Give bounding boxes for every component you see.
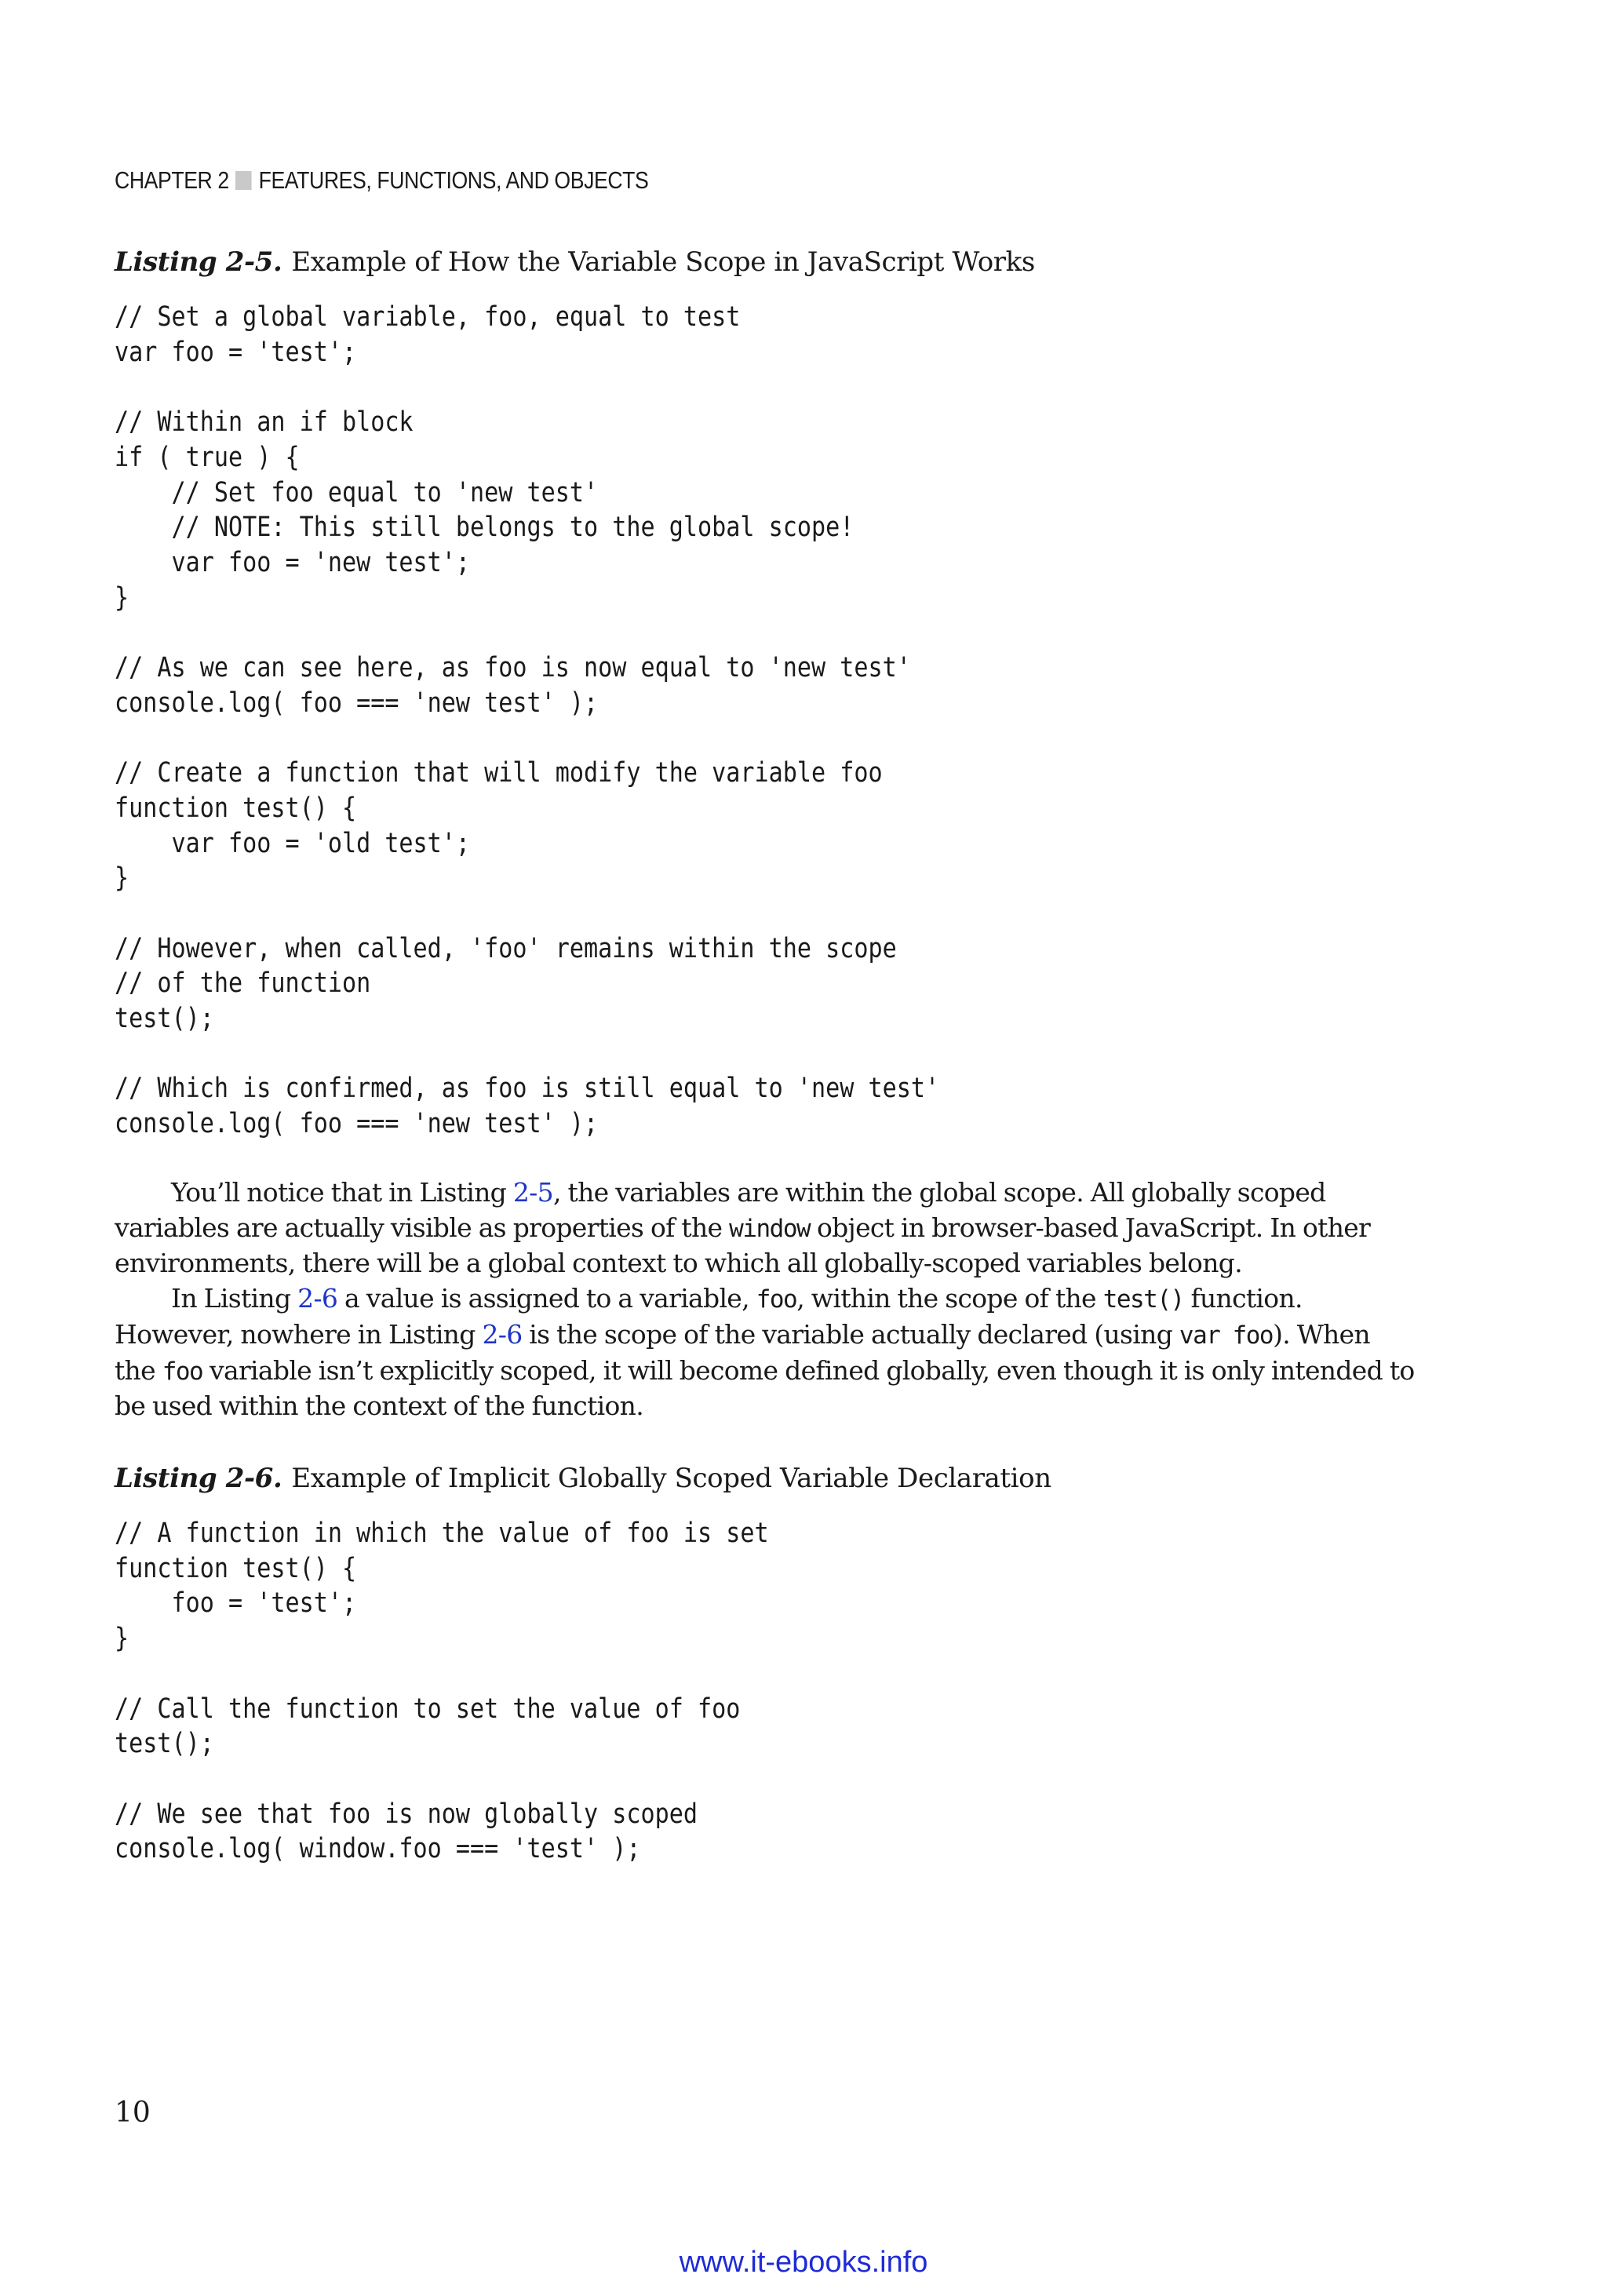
inline-code-test-function: test() bbox=[1102, 1285, 1184, 1314]
listing-2-6-caption bbox=[115, 1463, 1051, 1494]
paragraph-2 bbox=[115, 1281, 1417, 1424]
listing-2-6-label: Listing 2-6. bbox=[115, 1463, 282, 1494]
paragraph-2-text: In Listing bbox=[171, 1283, 298, 1314]
inline-code-foo: foo bbox=[162, 1357, 203, 1386]
chapter-title: FEATURES, FUNCTIONS, AND OBJECTS bbox=[258, 166, 649, 194]
paragraph-2-text: a value is assigned to a variable, bbox=[337, 1283, 756, 1314]
paragraph-2-text: variable isn’t explicitly scoped, it will become defined globally, even though it is only intended to be used within the context of the function. bbox=[115, 1354, 1415, 1422]
listing-2-5-code: // Set a global variable, foo, equal to test var foo = 'test'; // Within an if block if ( true ) { // Set foo equal to 'new test' // NOTE: This still belongs to the global scope! var foo = 'new test'; } // As we can see here, as foo is now equal to 'new test' console.log( foo === 'new test' ); // Create a function that will modify the variable foo function test() { var foo = 'old test'; } // However, when called, 'foo' remains within the scope // of the function test(); // Which is confirmed, as foo is still equal to 'new test' console.log( foo === 'new test' ); bbox=[115, 301, 940, 1140]
listing-2-6-link[interactable]: 2-6 bbox=[297, 1283, 338, 1314]
listing-2-6-link[interactable]: 2-6 bbox=[482, 1318, 523, 1350]
inline-code-foo: foo bbox=[756, 1285, 797, 1314]
body-text bbox=[115, 1175, 1417, 1424]
footer-website-link[interactable]: www.it-ebooks.info bbox=[679, 2246, 928, 2279]
listing-2-5-caption bbox=[115, 246, 1035, 278]
running-header bbox=[115, 166, 648, 195]
header-separator-square bbox=[235, 171, 252, 190]
paragraph-1 bbox=[115, 1175, 1417, 1281]
paragraph-1-text: , the variables are within the global scope. All globally scoped variables are actually visible as properties of the bbox=[115, 1177, 1326, 1243]
listing-2-5-title: Example of How the Variable Scope in JavaScript Works bbox=[291, 246, 1035, 278]
listing-2-6-code: // A function in which the value of foo is set function test() { foo = 'test'; } // Call the function to set the value of foo test(); // We see that foo is now globally scoped console.log( window.foo === 'test' ); bbox=[115, 1518, 769, 1865]
paragraph-1-text: You’ll notice that in Listing bbox=[171, 1177, 513, 1208]
listing-2-5-link[interactable]: 2-5 bbox=[512, 1177, 553, 1208]
paragraph-2-text: function. However, nowhere in Listing bbox=[115, 1283, 1303, 1350]
paragraph-2-text: is the scope of the variable actually declared (using bbox=[522, 1318, 1179, 1350]
chapter-label: CHAPTER 2 bbox=[115, 166, 229, 194]
paragraph-2-text: ). When the bbox=[115, 1318, 1370, 1386]
paragraph-2-text: , within the scope of the bbox=[796, 1283, 1103, 1314]
page-number: 10 bbox=[115, 2097, 151, 2129]
listing-2-6-title: Example of Implicit Globally Scoped Variable Declaration bbox=[291, 1463, 1051, 1494]
paragraph-1-text: object in browser-based JavaScript. In other environments, there will be a global context to which all globally-scoped variables belong. bbox=[115, 1212, 1371, 1279]
listing-2-5-label: Listing 2-5. bbox=[115, 246, 282, 278]
inline-code-var-foo: var foo bbox=[1179, 1321, 1274, 1350]
inline-code-window: window bbox=[729, 1214, 811, 1243]
